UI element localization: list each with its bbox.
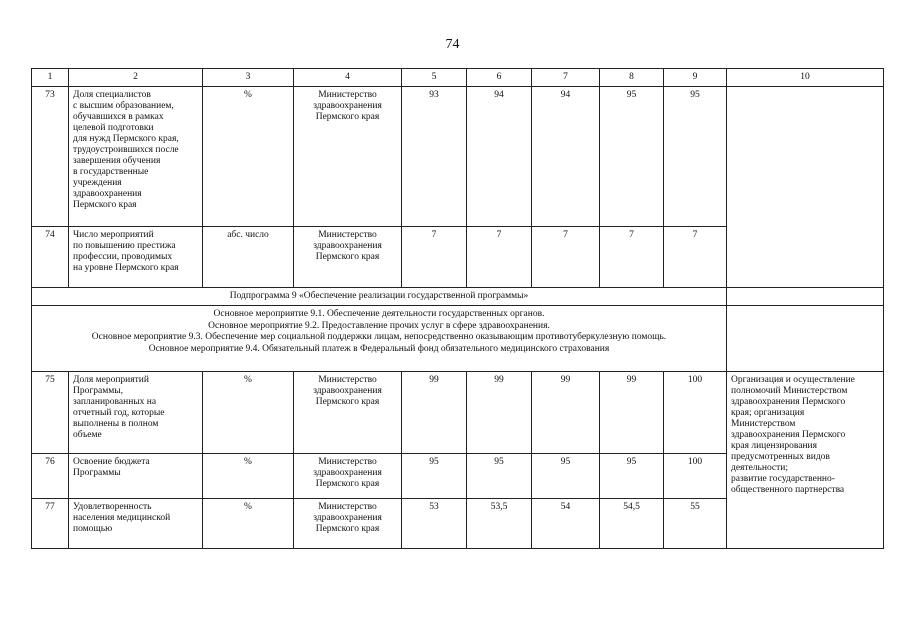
indicators-table <box>31 68 884 549</box>
value-cell: 54 <box>532 499 600 549</box>
value-cell: 100 <box>664 454 727 499</box>
value-cell: 7 <box>467 227 532 288</box>
unit-cell: % <box>203 499 294 549</box>
unit-cell: % <box>203 454 294 499</box>
header-cell: 8 <box>600 69 664 87</box>
value-cell: 53,5 <box>467 499 532 549</box>
events-cell <box>32 306 727 372</box>
indicator-name: Освоение бюджета Программы <box>69 454 203 499</box>
agency-cell: Министерство здравоохранения Пермского края <box>294 372 402 454</box>
value-cell: 94 <box>532 87 600 227</box>
value-cell: 95 <box>402 454 467 499</box>
agency-cell: Министерство здравоохранения Пермского края <box>294 87 402 227</box>
value-cell: 99 <box>532 372 600 454</box>
note-cell: Организация и осуществление полномочий Министерством здравоохранения Пермского края; организация Министерством здравоохранения Пермского края лицензирования предусмотренных видов деятельности; развитие государственно- общественного партнерства <box>727 372 884 549</box>
note-cell-empty <box>727 288 884 306</box>
value-cell: 95 <box>600 454 664 499</box>
value-cell: 95 <box>664 87 727 227</box>
events-row <box>32 306 884 372</box>
event-line: Основное мероприятие 9.2. Предоставление прочих услуг в сфере здравоохранения. <box>208 320 550 331</box>
header-cell: 9 <box>664 69 727 87</box>
value-cell: 95 <box>600 87 664 227</box>
value-cell: 7 <box>532 227 600 288</box>
note-cell-empty <box>727 306 884 372</box>
value-cell: 7 <box>664 227 727 288</box>
value-cell: 95 <box>467 454 532 499</box>
header-cell: 7 <box>532 69 600 87</box>
header-cell: 10 <box>727 69 884 87</box>
header-row <box>32 69 884 87</box>
unit-cell: абс. число <box>203 227 294 288</box>
value-cell: 54,5 <box>600 499 664 549</box>
value-cell: 100 <box>664 372 727 454</box>
subprogram-title: Подпрограмма 9 «Обеспечение реализации государственной программы» <box>32 288 727 306</box>
event-line: Основное мероприятие 9.3. Обеспечение мер социальной поддержки лицам, непосредственно оказывающим противотуберкулезную помощь. <box>91 332 667 342</box>
value-cell: 99 <box>600 372 664 454</box>
header-cell: 2 <box>69 69 203 87</box>
value-cell: 93 <box>402 87 467 227</box>
indicator-name: Удовлетворенность населения медицинской помощью <box>69 499 203 549</box>
header-cell: 4 <box>294 69 402 87</box>
note-cell-empty <box>727 87 884 288</box>
row-number: 76 <box>32 454 69 499</box>
value-cell: 55 <box>664 499 727 549</box>
value-cell: 99 <box>467 372 532 454</box>
row-number: 73 <box>32 87 69 227</box>
value-cell: 94 <box>467 87 532 227</box>
unit-cell: % <box>203 87 294 227</box>
value-cell: 53 <box>402 499 467 549</box>
value-cell: 7 <box>402 227 467 288</box>
indicator-name: Доля мероприятий Программы, запланированных на отчетный год, которые выполнены в полном объеме <box>69 372 203 454</box>
table-row <box>32 87 884 227</box>
unit-cell: % <box>203 372 294 454</box>
row-number: 74 <box>32 227 69 288</box>
header-cell: 5 <box>402 69 467 87</box>
agency-cell: Министерство здравоохранения Пермского края <box>294 499 402 549</box>
event-line: Основное мероприятие 9.4. Обязательный платеж в Федеральный фонд обязательного медицинского страхования <box>148 343 610 354</box>
value-cell: 7 <box>600 227 664 288</box>
event-line: Основное мероприятие 9.1. Обеспечение деятельности государственных органов. <box>213 309 545 319</box>
header-cell: 3 <box>203 69 294 87</box>
header-cell: 1 <box>32 69 69 87</box>
value-cell: 95 <box>532 454 600 499</box>
agency-cell: Министерство здравоохранения Пермского края <box>294 227 402 288</box>
row-number: 75 <box>32 372 69 454</box>
indicator-name: Доля специалистов с высшим образованием, обучавшихся в рамках целевой подготовки для нужд Пермского края, трудоустроившихся после завершения обучения в государственные учреждения здравоохранения Пермского края <box>69 87 203 227</box>
value-cell: 99 <box>402 372 467 454</box>
page-number: 74 <box>445 37 460 52</box>
row-number: 77 <box>32 499 69 549</box>
header-cell: 6 <box>467 69 532 87</box>
subprogram-row <box>32 288 884 306</box>
agency-cell: Министерство здравоохранения Пермского края <box>294 454 402 499</box>
indicator-name: Число мероприятий по повышению престижа профессии, проводимых на уровне Пермского края <box>69 227 203 288</box>
table-row <box>32 372 884 454</box>
